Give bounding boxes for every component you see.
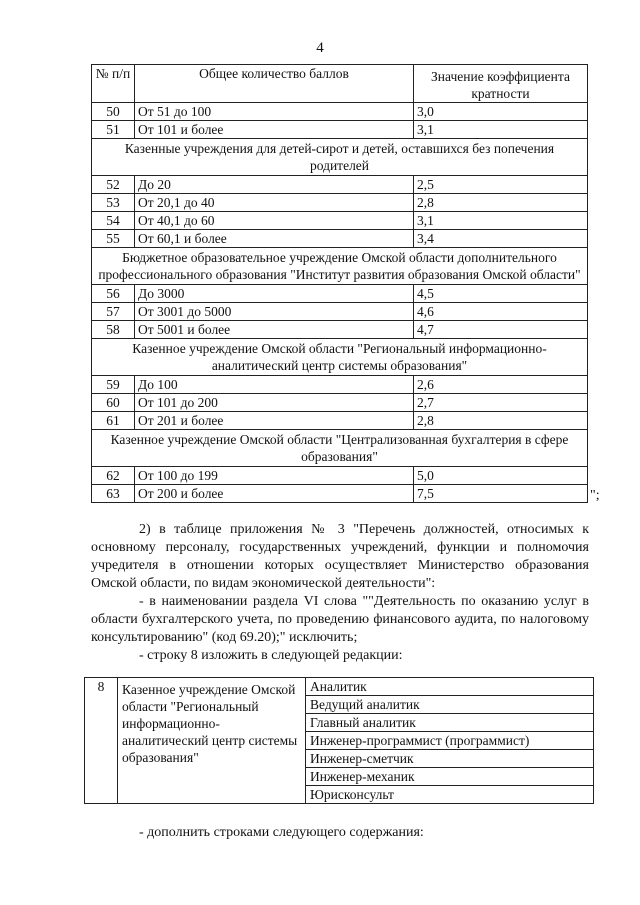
row-range: До 3000 xyxy=(135,285,414,303)
section-title: Бюджетное образовательное учреждение Омской области дополнительного профессионального образования "Институт развития образования Омской области" xyxy=(92,248,588,285)
row-value: 2,8 xyxy=(414,194,588,212)
position-title: Главный аналитик xyxy=(306,714,594,732)
paragraph-amendment-2: 2) в таблице приложения № 3 "Перечень должностей, относимых к основному персоналу, государственных учреждений, функции и полномочия учредителя в отношении которых осуществляет Министерство образования Омской области, по видам экономической деятельности": xyxy=(91,522,589,591)
row-value: 4,5 xyxy=(414,285,588,303)
row-num: 57 xyxy=(92,303,135,321)
coefficient-table xyxy=(91,64,588,503)
row-value: 2,7 xyxy=(414,394,588,412)
table-row xyxy=(92,103,588,121)
row-num: 55 xyxy=(92,230,135,248)
row-value: 5,0 xyxy=(414,467,588,485)
row-num: 50 xyxy=(92,103,135,121)
row-value: 3,1 xyxy=(414,121,588,139)
position-title: Аналитик xyxy=(306,678,594,696)
position-title: Инженер-механик xyxy=(306,768,594,786)
section-row xyxy=(92,248,588,285)
table-row xyxy=(92,321,588,339)
table-row xyxy=(92,412,588,430)
row-value: 4,7 xyxy=(414,321,588,339)
paragraph-row-8: - строку 8 изложить в следующей редакции: xyxy=(139,648,403,663)
positions-table xyxy=(84,677,594,804)
row-num: 63 xyxy=(92,485,135,503)
row-range: От 5001 и более xyxy=(135,321,414,339)
row-value: 2,6 xyxy=(414,376,588,394)
paragraph-section-vi: - в наименовании раздела VI слова ""Деятельность по оказанию услуг в области бухгалтерского учета, по проведению финансового аудита, по налоговому консультированию" (код 69.20);" исключить; xyxy=(91,594,589,645)
row-range: От 101 до 200 xyxy=(135,394,414,412)
closing-quote: "; xyxy=(590,488,600,503)
header-num: № п/п xyxy=(92,65,135,103)
table-row xyxy=(92,394,588,412)
row-range: От 3001 до 5000 xyxy=(135,303,414,321)
row-value: 4,6 xyxy=(414,303,588,321)
header-coef: Значение коэффициента кратности xyxy=(414,65,588,103)
row-num: 52 xyxy=(92,176,135,194)
table-row xyxy=(92,285,588,303)
row-num: 58 xyxy=(92,321,135,339)
section-title: Казенное учреждение Омской области "Региональный информационно-аналитический центр системы образования" xyxy=(92,339,588,376)
section-title: Казенные учреждения для детей-сирот и детей, оставшихся без попечения родителей xyxy=(92,139,588,176)
row-value: 2,8 xyxy=(414,412,588,430)
position-title: Ведущий аналитик xyxy=(306,696,594,714)
position-title: Юрисконсульт xyxy=(306,786,594,804)
table-row xyxy=(92,176,588,194)
table-header-row xyxy=(92,65,588,103)
page-number: 4 xyxy=(316,40,324,56)
table-row xyxy=(92,303,588,321)
row-num: 56 xyxy=(92,285,135,303)
row-value: 2,5 xyxy=(414,176,588,194)
row-range: От 51 до 100 xyxy=(135,103,414,121)
section-row xyxy=(92,139,588,176)
row-range: До 100 xyxy=(135,376,414,394)
paragraph-add-rows: - дополнить строками следующего содержания: xyxy=(139,825,424,840)
section-row xyxy=(92,430,588,467)
table-row xyxy=(92,376,588,394)
row-num: 60 xyxy=(92,394,135,412)
row-num: 61 xyxy=(92,412,135,430)
table-row xyxy=(92,212,588,230)
row-num: 53 xyxy=(92,194,135,212)
row-num: 54 xyxy=(92,212,135,230)
row-range: От 100 до 199 xyxy=(135,467,414,485)
row-num: 59 xyxy=(92,376,135,394)
position-title: Инженер-сметчик xyxy=(306,750,594,768)
table-row xyxy=(92,230,588,248)
row-value: 3,4 xyxy=(414,230,588,248)
table-row xyxy=(92,485,588,503)
row-range: От 200 и более xyxy=(135,485,414,503)
row-range: От 40,1 до 60 xyxy=(135,212,414,230)
row-range: От 201 и более xyxy=(135,412,414,430)
row-range: От 101 и более xyxy=(135,121,414,139)
section-title: Казенное учреждение Омской области "Централизованная бухгалтерия в сфере образования" xyxy=(92,430,588,467)
organization-name: Казенное учреждение Омской области "Региональный информационно-аналитический центр системы образования" xyxy=(118,678,306,804)
header-points: Общее количество баллов xyxy=(135,65,414,103)
row-num: 8 xyxy=(85,678,118,804)
row-value: 3,1 xyxy=(414,212,588,230)
row-range: От 20,1 до 40 xyxy=(135,194,414,212)
table-row xyxy=(92,194,588,212)
table-row xyxy=(85,678,594,696)
position-title: Инженер-программист (программист) xyxy=(306,732,594,750)
row-range: До 20 xyxy=(135,176,414,194)
table-row xyxy=(92,121,588,139)
table-row xyxy=(92,467,588,485)
section-row xyxy=(92,339,588,376)
row-range: От 60,1 и более xyxy=(135,230,414,248)
row-value: 7,5 xyxy=(414,485,588,503)
row-value: 3,0 xyxy=(414,103,588,121)
row-num: 51 xyxy=(92,121,135,139)
row-num: 62 xyxy=(92,467,135,485)
